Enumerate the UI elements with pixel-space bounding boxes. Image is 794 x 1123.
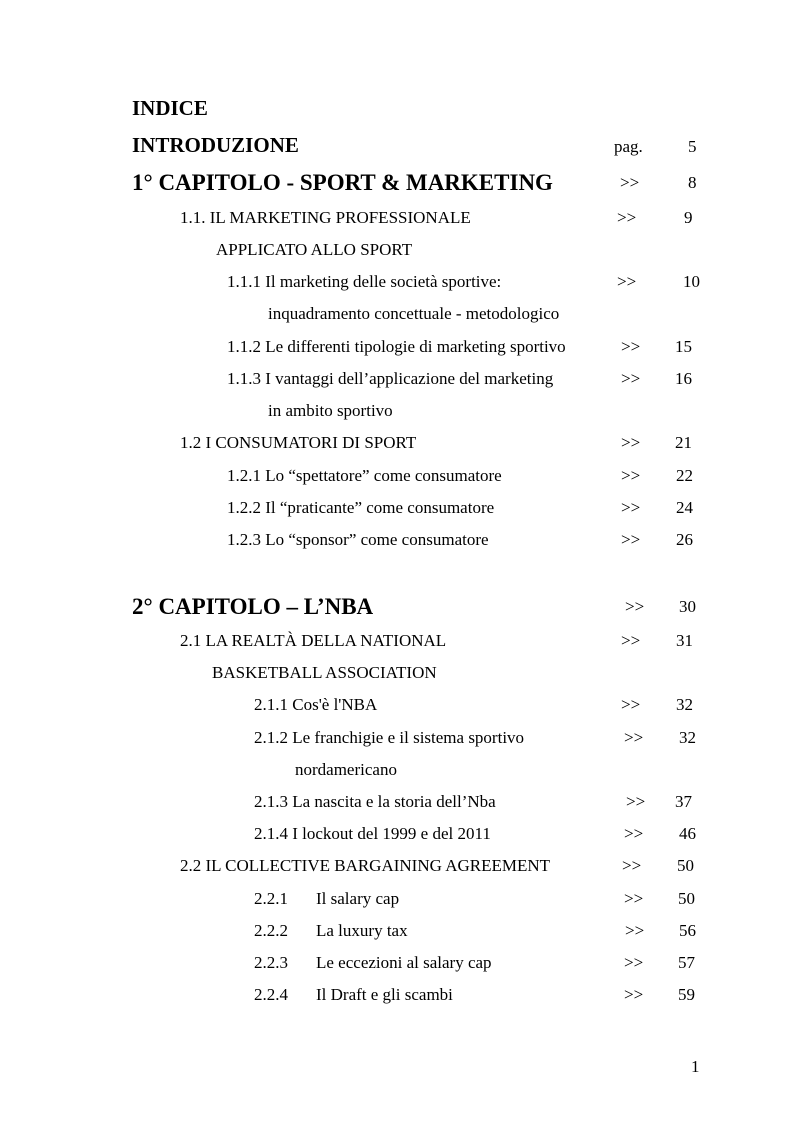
toc-entry-2-1-1-page: 32 [676,695,693,714]
toc-entry-1-2-3-line1: 1.2.3 Lo “sponsor” come consumatore [227,530,489,549]
toc-entry-2-1-4-marker: >> [624,824,644,843]
toc-entry-1-2-page: 21 [675,433,692,452]
index-title: INDICE [132,96,208,120]
toc-entry-1-2-1-marker: >> [621,466,641,485]
intro-label: INTRODUZIONE [132,133,299,157]
toc-entry-2-2-1-number: 2.2.1 [254,889,288,908]
toc-entry-2-1-line1: 2.1 LA REALTÀ DELLA NATIONAL [180,631,447,650]
toc-entry-2-2-2-marker: >> [625,921,645,940]
toc-entry-1-1-1-line1: 1.1.1 Il marketing delle società sportive: [227,272,502,291]
toc-entry-1-1-marker: >> [617,208,637,227]
toc-entry-2-1-marker: >> [621,631,641,650]
toc-entry-2-1-1-marker: >> [621,695,641,714]
toc-entry-2-2-2-text: La luxury tax [316,921,408,940]
toc-entry-2-2-4-marker: >> [624,985,644,1004]
toc-entry-2-2-line1: 2.2 IL COLLECTIVE BARGAINING AGREEMENT [180,856,551,875]
toc-entry-2-1-page: 31 [676,631,693,650]
intro-page: 5 [688,137,697,156]
toc-entry-1-1-3-page: 16 [675,369,692,388]
chapter2-title: 2° CAPITOLO – L’NBA [132,594,374,619]
chapter2-page: 30 [679,597,696,616]
toc-entry-2-2-3-page: 57 [678,953,695,972]
toc-entry-2-1-2-page: 32 [679,728,696,747]
toc-entry-2-1-1-line1: 2.1.1 Cos'è l'NBA [254,695,378,714]
chapter2-marker: >> [625,597,645,616]
toc-entry-1-1-1-line2: inquadramento concettuale - metodologico [268,304,560,323]
toc-entry-1-1-1-marker: >> [617,272,637,291]
chapter1-marker: >> [620,173,640,192]
chapter1-page: 8 [688,173,697,192]
toc-entry-1-2-2-page: 24 [676,498,693,517]
toc-entry-1-2-1-line1: 1.2.1 Lo “spettatore” come consumatore [227,466,502,485]
toc-entry-2-1-3-page: 37 [675,792,692,811]
chapter1-title: 1° CAPITOLO - SPORT & MARKETING [132,170,553,195]
toc-entry-2-2-1-marker: >> [624,889,644,908]
toc-entry-1-2-3-marker: >> [621,530,641,549]
toc-entry-2-1-4-page: 46 [679,824,696,843]
toc-entry-2-2-4-page: 59 [678,985,695,1004]
toc-entry-1-1-1-page: 10 [683,272,700,291]
toc-entry-1-1-3-line1: 1.1.3 I vantaggi dell’applicazione del marketing [227,369,554,388]
toc-entry-2-2-3-number: 2.2.3 [254,953,288,972]
toc-entry-1-2-1-page: 22 [676,466,693,485]
toc-entry-2-1-3-marker: >> [626,792,646,811]
toc-entry-1-1-2-page: 15 [675,337,692,356]
toc-entry-1-1-3-marker: >> [621,369,641,388]
toc-entry-2-2-2-number: 2.2.2 [254,921,288,940]
toc-entry-2-2-page: 50 [677,856,694,875]
toc-entry-1-2-line1: 1.2 I CONSUMATORI DI SPORT [180,433,417,452]
toc-entry-2-2-3-text: Le eccezioni al salary cap [316,953,492,972]
toc-entry-2-2-3-marker: >> [624,953,644,972]
toc-entry-2-2-1-text: Il salary cap [316,889,400,908]
toc-entry-1-1-page: 9 [684,208,693,227]
toc-entry-1-2-3-page: 26 [676,530,693,549]
toc-entry-2-1-2-marker: >> [624,728,644,747]
toc-entry-1-1-line1: 1.1. IL MARKETING PROFESSIONALE [180,208,471,227]
toc-entry-2-2-4-text: Il Draft e gli scambi [316,985,453,1004]
toc-entry-1-1-2-line1: 1.1.2 Le differenti tipologie di marketing sportivo [227,337,566,356]
toc-entry-2-1-3-line1: 2.1.3 La nascita e la storia dell’Nba [254,792,496,811]
toc-entry-1-2-2-line1: 1.2.2 Il “praticante” come consumatore [227,498,495,517]
toc-entry-1-2-2-marker: >> [621,498,641,517]
toc-entry-2-1-2-line1: 2.1.2 Le franchigie e il sistema sportivo [254,728,525,747]
toc-entry-1-2-marker: >> [621,433,641,452]
toc-entry-1-1-line2: APPLICATO ALLO SPORT [216,240,413,259]
intro-marker: pag. [614,137,643,156]
toc-entry-2-2-2-page: 56 [679,921,696,940]
toc-entry-1-1-3-line2: in ambito sportivo [268,401,393,420]
page-number: 1 [691,1057,700,1076]
toc-entry-2-1-4-line1: 2.1.4 I lockout del 1999 e del 2011 [254,824,491,843]
toc-entry-1-1-2-marker: >> [621,337,641,356]
toc-entry-2-1-line2: BASKETBALL ASSOCIATION [212,663,437,682]
toc-entry-2-1-2-line2: nordamericano [295,760,397,779]
toc-entry-2-2-4-number: 2.2.4 [254,985,288,1004]
toc-entry-2-2-marker: >> [622,856,642,875]
toc-entry-2-2-1-page: 50 [678,889,695,908]
